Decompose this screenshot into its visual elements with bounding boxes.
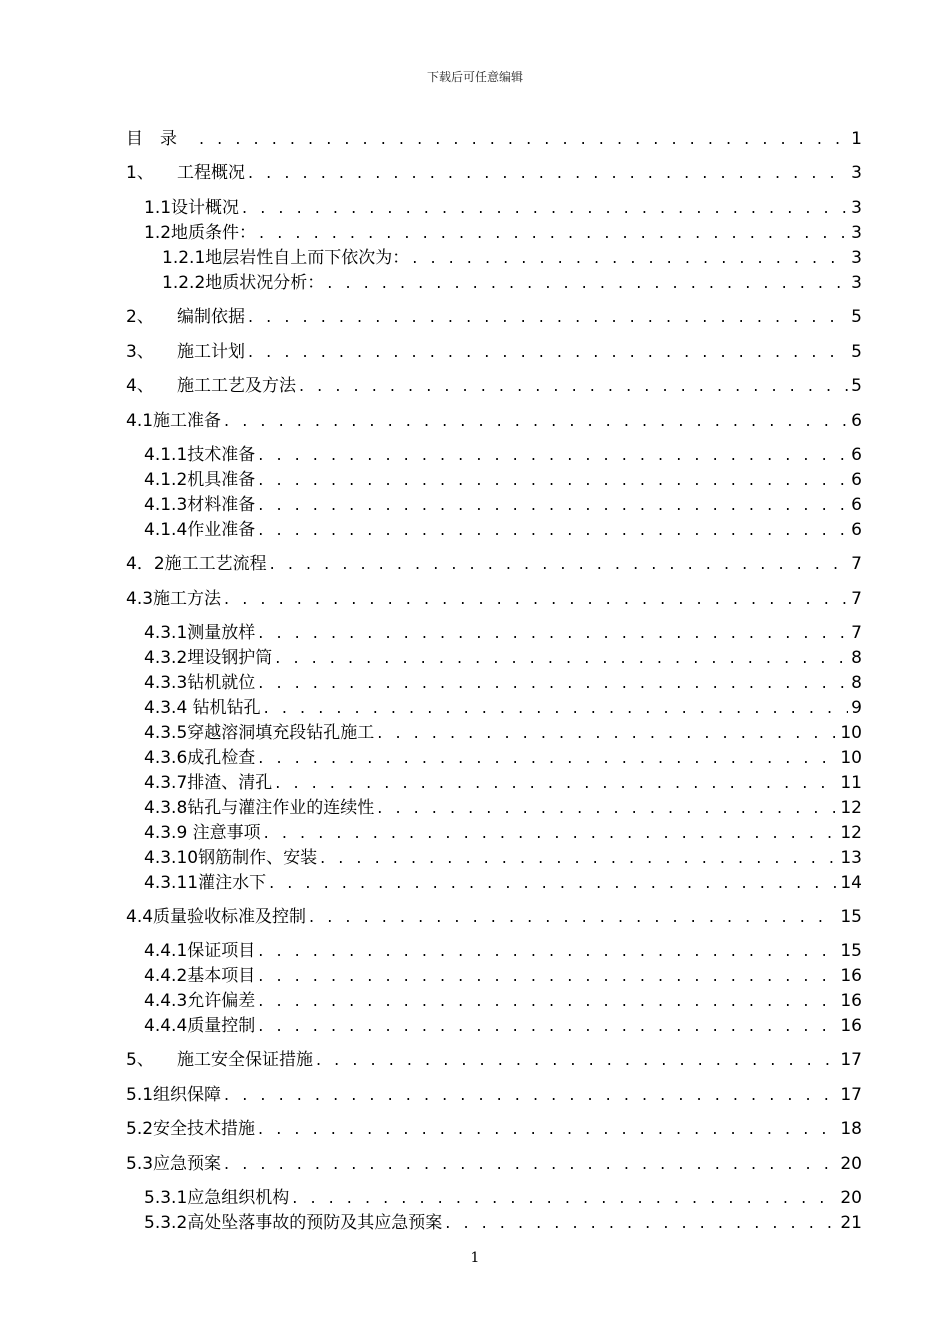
- toc-entry-title: 4.3.10钢筋制作、安装: [144, 848, 318, 868]
- toc-leader-dots: [224, 589, 848, 608]
- toc-entry-title: 4.4.4质量控制: [144, 1016, 256, 1036]
- toc-leader-dots: [258, 1016, 837, 1035]
- toc-entry[interactable]: [144, 490, 862, 515]
- toc-leader-dots: [248, 342, 848, 361]
- toc-entry-page: 3: [851, 248, 862, 268]
- page-header: 下载后可任意编辑: [426, 70, 523, 84]
- toc-leader-dots: [264, 823, 838, 842]
- toc-entry-title: 4.3施工方法: [126, 589, 222, 609]
- toc-entry-page: 1: [851, 129, 862, 149]
- toc-entry-number: 3、: [126, 342, 154, 362]
- toc-entry[interactable]: [144, 643, 862, 668]
- toc-entry-page: 6: [851, 495, 862, 515]
- toc-leader-dots: [320, 848, 837, 867]
- toc-entry-title: 4.3.7排渣、清孔: [144, 773, 273, 793]
- toc-entry-title: 编制依据: [177, 307, 245, 327]
- toc-entry[interactable]: [126, 302, 862, 327]
- toc-entry-page: 7: [851, 554, 862, 574]
- toc-leader-dots: [258, 1119, 837, 1138]
- toc-leader-dots: [199, 129, 848, 148]
- toc-entry[interactable]: [144, 440, 862, 465]
- toc-entry[interactable]: [144, 515, 862, 540]
- toc-leader-dots: [258, 748, 837, 767]
- toc-entry-page: 6: [851, 445, 862, 465]
- toc-leader-dots: [258, 520, 848, 539]
- toc-entry[interactable]: [126, 584, 862, 609]
- toc-leader-dots: [275, 773, 837, 792]
- toc-entry-page: 7: [851, 589, 862, 609]
- toc-entry-page: 13: [840, 848, 862, 868]
- toc-entry-title: 4.1施工准备: [126, 411, 222, 431]
- toc-entry-page: 3: [851, 163, 862, 183]
- toc-leader-dots: [258, 941, 837, 960]
- toc-entry-number: 1、: [126, 163, 154, 183]
- toc-entry-title: 4.3.8钻孔与灌注作业的连续性: [144, 798, 375, 818]
- toc-entry-page: 15: [840, 941, 862, 961]
- toc-entry-page: 11: [840, 773, 862, 793]
- toc-entry-title: 4.3.2埋设钢护筒: [144, 648, 273, 668]
- toc-entry-title: 4.1.1技术准备: [144, 445, 256, 465]
- toc-entry[interactable]: [144, 618, 862, 643]
- toc-entry-page: 16: [840, 966, 862, 986]
- toc-entry-title: 4.4.2基本项目: [144, 966, 256, 986]
- toc-leader-dots: [316, 1050, 837, 1069]
- toc-entry[interactable]: [126, 158, 862, 183]
- toc-entry[interactable]: [126, 371, 862, 396]
- toc-entry-page: 14: [840, 873, 862, 893]
- toc-entry-page: 7: [851, 623, 862, 643]
- toc-entry[interactable]: [126, 1080, 862, 1105]
- toc-entry[interactable]: [144, 193, 862, 218]
- toc-entry-page: 21: [840, 1213, 862, 1233]
- toc-leader-dots: [377, 723, 837, 742]
- toc-entry-number: 4、: [126, 376, 154, 396]
- toc-entry-page: 6: [851, 520, 862, 540]
- toc-entry[interactable]: [144, 986, 862, 1011]
- toc-entry[interactable]: [144, 1208, 862, 1233]
- toc-leader-dots: [275, 648, 848, 667]
- toc-entry-title: 5.2安全技术措施: [126, 1119, 256, 1139]
- toc-entry-title: 4.3.5穿越溶洞填充段钻孔施工: [144, 723, 375, 743]
- toc-entry-page: 20: [840, 1188, 862, 1208]
- toc-leader-dots: [258, 991, 837, 1010]
- toc-entry-page: 3: [851, 273, 862, 293]
- toc-entry-page: 6: [851, 411, 862, 431]
- toc-entry-title: 工程概况: [177, 163, 245, 183]
- toc-leader-dots: [292, 1188, 837, 1207]
- toc-entry-page: 10: [840, 748, 862, 768]
- toc-entry-page: 15: [840, 907, 862, 927]
- toc-entry-page: 8: [851, 673, 862, 693]
- toc-entry-page: 8: [851, 648, 862, 668]
- toc-entry-title: 4.1.2机具准备: [144, 470, 256, 490]
- toc-leader-dots: [309, 907, 837, 926]
- toc-entry-title: 4.3.11灌注水下: [144, 873, 267, 893]
- toc-entry[interactable]: [144, 743, 862, 768]
- toc-entry-title: 施工安全保证措施: [177, 1050, 313, 1070]
- toc-entry-page: 3: [851, 223, 862, 243]
- toc-entry-title: 5.3.1应急组织机构: [144, 1188, 290, 1208]
- toc-entry[interactable]: [144, 1183, 862, 1208]
- toc-entry-page: 16: [840, 991, 862, 1011]
- toc-entry-page: 10: [840, 723, 862, 743]
- toc-leader-dots: [258, 445, 848, 464]
- toc-entry-number: 2、: [126, 307, 154, 327]
- toc-entry-title: 4.4.3允许偏差: [144, 991, 256, 1011]
- toc-entry-page: 12: [840, 798, 862, 818]
- toc-leader-dots: [224, 411, 848, 430]
- toc-entry[interactable]: [126, 1045, 862, 1070]
- toc-leader-dots: [270, 554, 849, 573]
- toc-entry-page: 9: [851, 698, 862, 718]
- toc-entry[interactable]: [144, 768, 862, 793]
- toc-leader-dots: [224, 1085, 837, 1104]
- toc-entry-page: 16: [840, 1016, 862, 1036]
- toc-entry[interactable]: [144, 818, 862, 843]
- toc-entry[interactable]: [126, 406, 862, 431]
- toc-entry-title: 施工计划: [177, 342, 245, 362]
- toc-entry-page: 3: [851, 198, 862, 218]
- toc-leader-dots: [299, 376, 848, 395]
- toc-entry-page: 5: [851, 376, 862, 396]
- toc-leader-dots: [327, 273, 848, 292]
- toc-leader-dots: [258, 623, 848, 642]
- toc-leader-dots: [377, 798, 837, 817]
- toc-entry-title: 1.1设计概况: [144, 198, 240, 218]
- toc-leader-dots: [248, 307, 848, 326]
- toc-leader-dots: [248, 163, 848, 182]
- toc-entry-title: 1.2.1地层岩性自上而下依次为：: [162, 248, 410, 268]
- toc-entry-title: 4.3.3钻机就位: [144, 673, 256, 693]
- toc-entry[interactable]: [144, 936, 862, 961]
- toc-leader-dots: [258, 495, 848, 514]
- toc-entry-page: 18: [840, 1119, 862, 1139]
- toc-entry-title: 4.3.6成孔检查: [144, 748, 256, 768]
- toc-entry[interactable]: [162, 268, 862, 293]
- toc-entry[interactable]: [126, 1149, 862, 1174]
- toc-entry[interactable]: [144, 693, 862, 718]
- toc-leader-dots: [445, 1213, 837, 1232]
- toc-entry[interactable]: [126, 1114, 862, 1139]
- toc-entry[interactable]: [126, 549, 862, 574]
- toc-entry[interactable]: [126, 124, 862, 149]
- toc-entry[interactable]: [144, 793, 862, 818]
- toc-leader-dots: [264, 698, 849, 717]
- toc-leader-dots: [258, 673, 848, 692]
- toc-entry-title: 5.1组织保障: [126, 1085, 222, 1105]
- toc-leader-dots: [412, 248, 848, 267]
- page-number: 1: [470, 1250, 480, 1266]
- toc-entry-title: 4.3.1测量放样: [144, 623, 256, 643]
- toc-entry-title: 1.2地质条件：: [144, 223, 257, 243]
- toc-leader-dots: [269, 873, 837, 892]
- toc-entry[interactable]: [144, 465, 862, 490]
- toc-entry-title: 5.3.2高处坠落事故的预防及其应急预案: [144, 1213, 443, 1233]
- toc-entry-title: 4．2施工工艺流程: [126, 554, 267, 574]
- toc-entry-title: 4.4.1保证项目: [144, 941, 256, 961]
- toc-entry-number: 目 录: [126, 129, 177, 149]
- toc-entry[interactable]: [144, 668, 862, 693]
- toc-entry-title: 1.2.2地质状况分析：: [162, 273, 325, 293]
- toc-entry[interactable]: [144, 868, 862, 893]
- toc-entry[interactable]: [144, 718, 862, 743]
- toc-entry-title: 4.1.4作业准备: [144, 520, 256, 540]
- toc-entry-title: 4.3.9 注意事项: [144, 823, 261, 843]
- toc-leader-dots: [258, 966, 837, 985]
- toc-entry-title: 5.3应急预案: [126, 1154, 222, 1174]
- toc-entry-number: 5、: [126, 1050, 154, 1070]
- toc-entry-title: 4.1.3材料准备: [144, 495, 256, 515]
- toc-entry-title: 4.3.4 钻机钻孔: [144, 698, 261, 718]
- toc-entry-page: 20: [840, 1154, 862, 1174]
- toc-entry-title: 施工工艺及方法: [177, 376, 296, 396]
- toc-entry-page: 5: [851, 307, 862, 327]
- toc-entry[interactable]: [162, 243, 862, 268]
- toc-entry[interactable]: [144, 843, 862, 868]
- toc-leader-dots: [259, 223, 848, 242]
- toc-entry-page: 12: [840, 823, 862, 843]
- toc-entry[interactable]: [144, 961, 862, 986]
- toc-entry[interactable]: [126, 902, 862, 927]
- toc-leader-dots: [224, 1154, 837, 1173]
- toc-entry[interactable]: [144, 218, 862, 243]
- toc-leader-dots: [242, 198, 848, 217]
- toc-entry[interactable]: [126, 337, 862, 362]
- toc-leader-dots: [258, 470, 848, 489]
- toc-entry-page: 17: [840, 1050, 862, 1070]
- toc-entry-page: 6: [851, 470, 862, 490]
- toc-entry[interactable]: [144, 1011, 862, 1036]
- toc-entry-title: 4.4质量验收标准及控制: [126, 907, 307, 927]
- toc-entry-page: 17: [840, 1085, 862, 1105]
- toc-entry-page: 5: [851, 342, 862, 362]
